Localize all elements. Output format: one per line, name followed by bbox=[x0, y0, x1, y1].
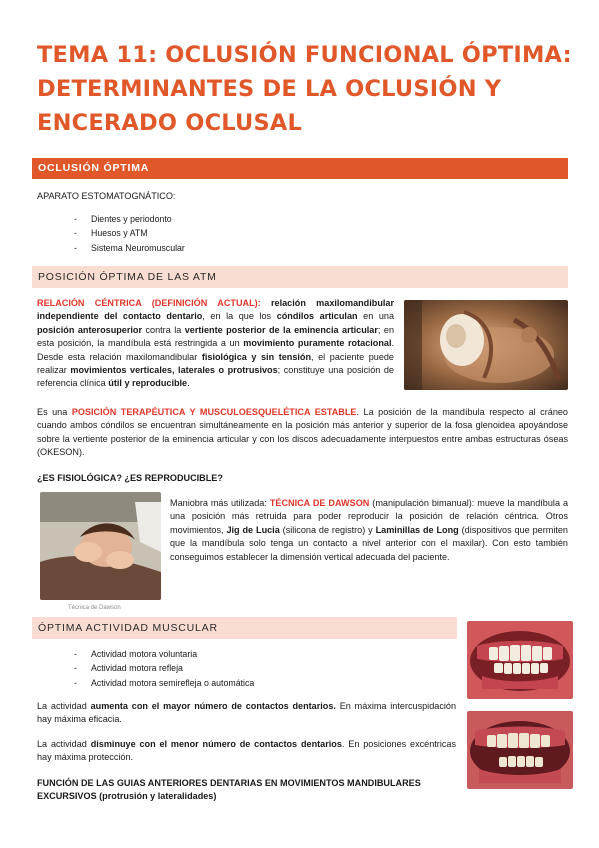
teeth-occlusion-photo-2 bbox=[467, 711, 573, 789]
fisiologica-question: ¿ES FISIOLÓGICA? ¿ES REPRODUCIBLE? bbox=[37, 473, 223, 483]
guias-anteriores-heading: FUNCIÓN DE LAS GUIAS ANTERIORES DENTARIAS EN MOVIMIENTOS MANDIBULARES EXCURSIVOS (protrusión y lateralidades) bbox=[37, 778, 421, 802]
dawson-technique-photo bbox=[40, 492, 161, 600]
title-line-3: ENCERADO OCLUSAL bbox=[37, 110, 303, 136]
list-item: - Sistema Neuromuscular bbox=[74, 241, 185, 255]
actividad-disminuye-paragraph: La actividad disminuye con el menor número de contactos dentarios. En posiciones excéntricas hay máxima protección. bbox=[37, 739, 457, 763]
title-line-1: TEMA 11: OCLUSIÓN FUNCIONAL ÓPTIMA: bbox=[37, 42, 572, 68]
list-item: - Actividad motora semirefleja o automática bbox=[74, 676, 254, 690]
section-heading-oclusion-optima: OCLUSIÓN ÓPTIMA bbox=[32, 158, 568, 179]
relacion-centrica-paragraph: RELACIÓN CÉNTRICA (DEFINICIÓN ACTUAL): relación maxilomandibular independiente del contacto dentario, en la que los cóndilos articulan en una posición anterosuperior contra la vertiente posterior de la eminencia articular; en esta posición, la mandíbula está restringida a un movimiento puramente rotacional. Desde esta relación maxilomandibular fisiológica y sin tensión, el paciente puede realizar movimientos verticales, laterales o protrusivos; constituye una posición de referencia clínica útil y reproducible. bbox=[37, 298, 395, 389]
list-item: - Actividad motora refleja bbox=[74, 661, 254, 675]
actividad-list bbox=[74, 647, 254, 690]
dawson-photo-caption: Técnica de Dawson bbox=[68, 605, 121, 611]
tmj-anatomy-photo bbox=[404, 300, 568, 390]
section-heading-actividad-muscular: ÓPTIMA ACTIVIDAD MUSCULAR bbox=[32, 617, 457, 639]
aparato-list bbox=[74, 212, 185, 255]
aparato-intro: APARATO ESTOMATOGNÁTICO: bbox=[37, 191, 176, 201]
actividad-aumenta-paragraph: La actividad aumenta con el mayor número de contactos dentarios. En máxima intercuspidación hay máxima eficacia. bbox=[37, 701, 456, 725]
posicion-terapeutica-paragraph: Es una POSICIÓN TERAPÉUTICA Y MUSCULOESQUELÉTICA ESTABLE. La posición de la mandíbula respecto al cráneo cuando ambos cóndilos se encuentran simultáneamente en la posición más anterior y superior de la fosa glenoidea apoyándose sobre la vertiente posterior de la eminencia articular y con los discos adecuadamente interpuestos entre ambas estructuras óseas (OKESON). bbox=[37, 407, 568, 458]
title-line-2: DETERMINANTES DE LA OCLUSIÓN Y bbox=[37, 76, 502, 102]
section-heading-posicion-atm: POSICIÓN ÓPTIMA DE LAS ATM bbox=[32, 266, 568, 288]
list-item: - Dientes y periodonto bbox=[74, 212, 185, 226]
teeth-occlusion-photo-1 bbox=[467, 621, 573, 699]
page-title bbox=[37, 38, 577, 140]
list-item: - Actividad motora voluntaria bbox=[74, 647, 254, 661]
list-item: - Huesos y ATM bbox=[74, 226, 185, 240]
dawson-paragraph: Maniobra más utilizada: TÉCNICA DE DAWSON (manipulación bimanual): mueve la mandíbula a una posición más retruida para poder reproducir la posición de relación céntrica. Otros movimientos, Jig de Lucia (silicona de registro) y Laminillas de Long (dispositivos que permiten que la mandíbula solo tenga un contacto a nivel anterior con el maxilar). Con esto también conseguimos establecer la dimensión vertical adecuada del paciente. bbox=[170, 498, 569, 562]
